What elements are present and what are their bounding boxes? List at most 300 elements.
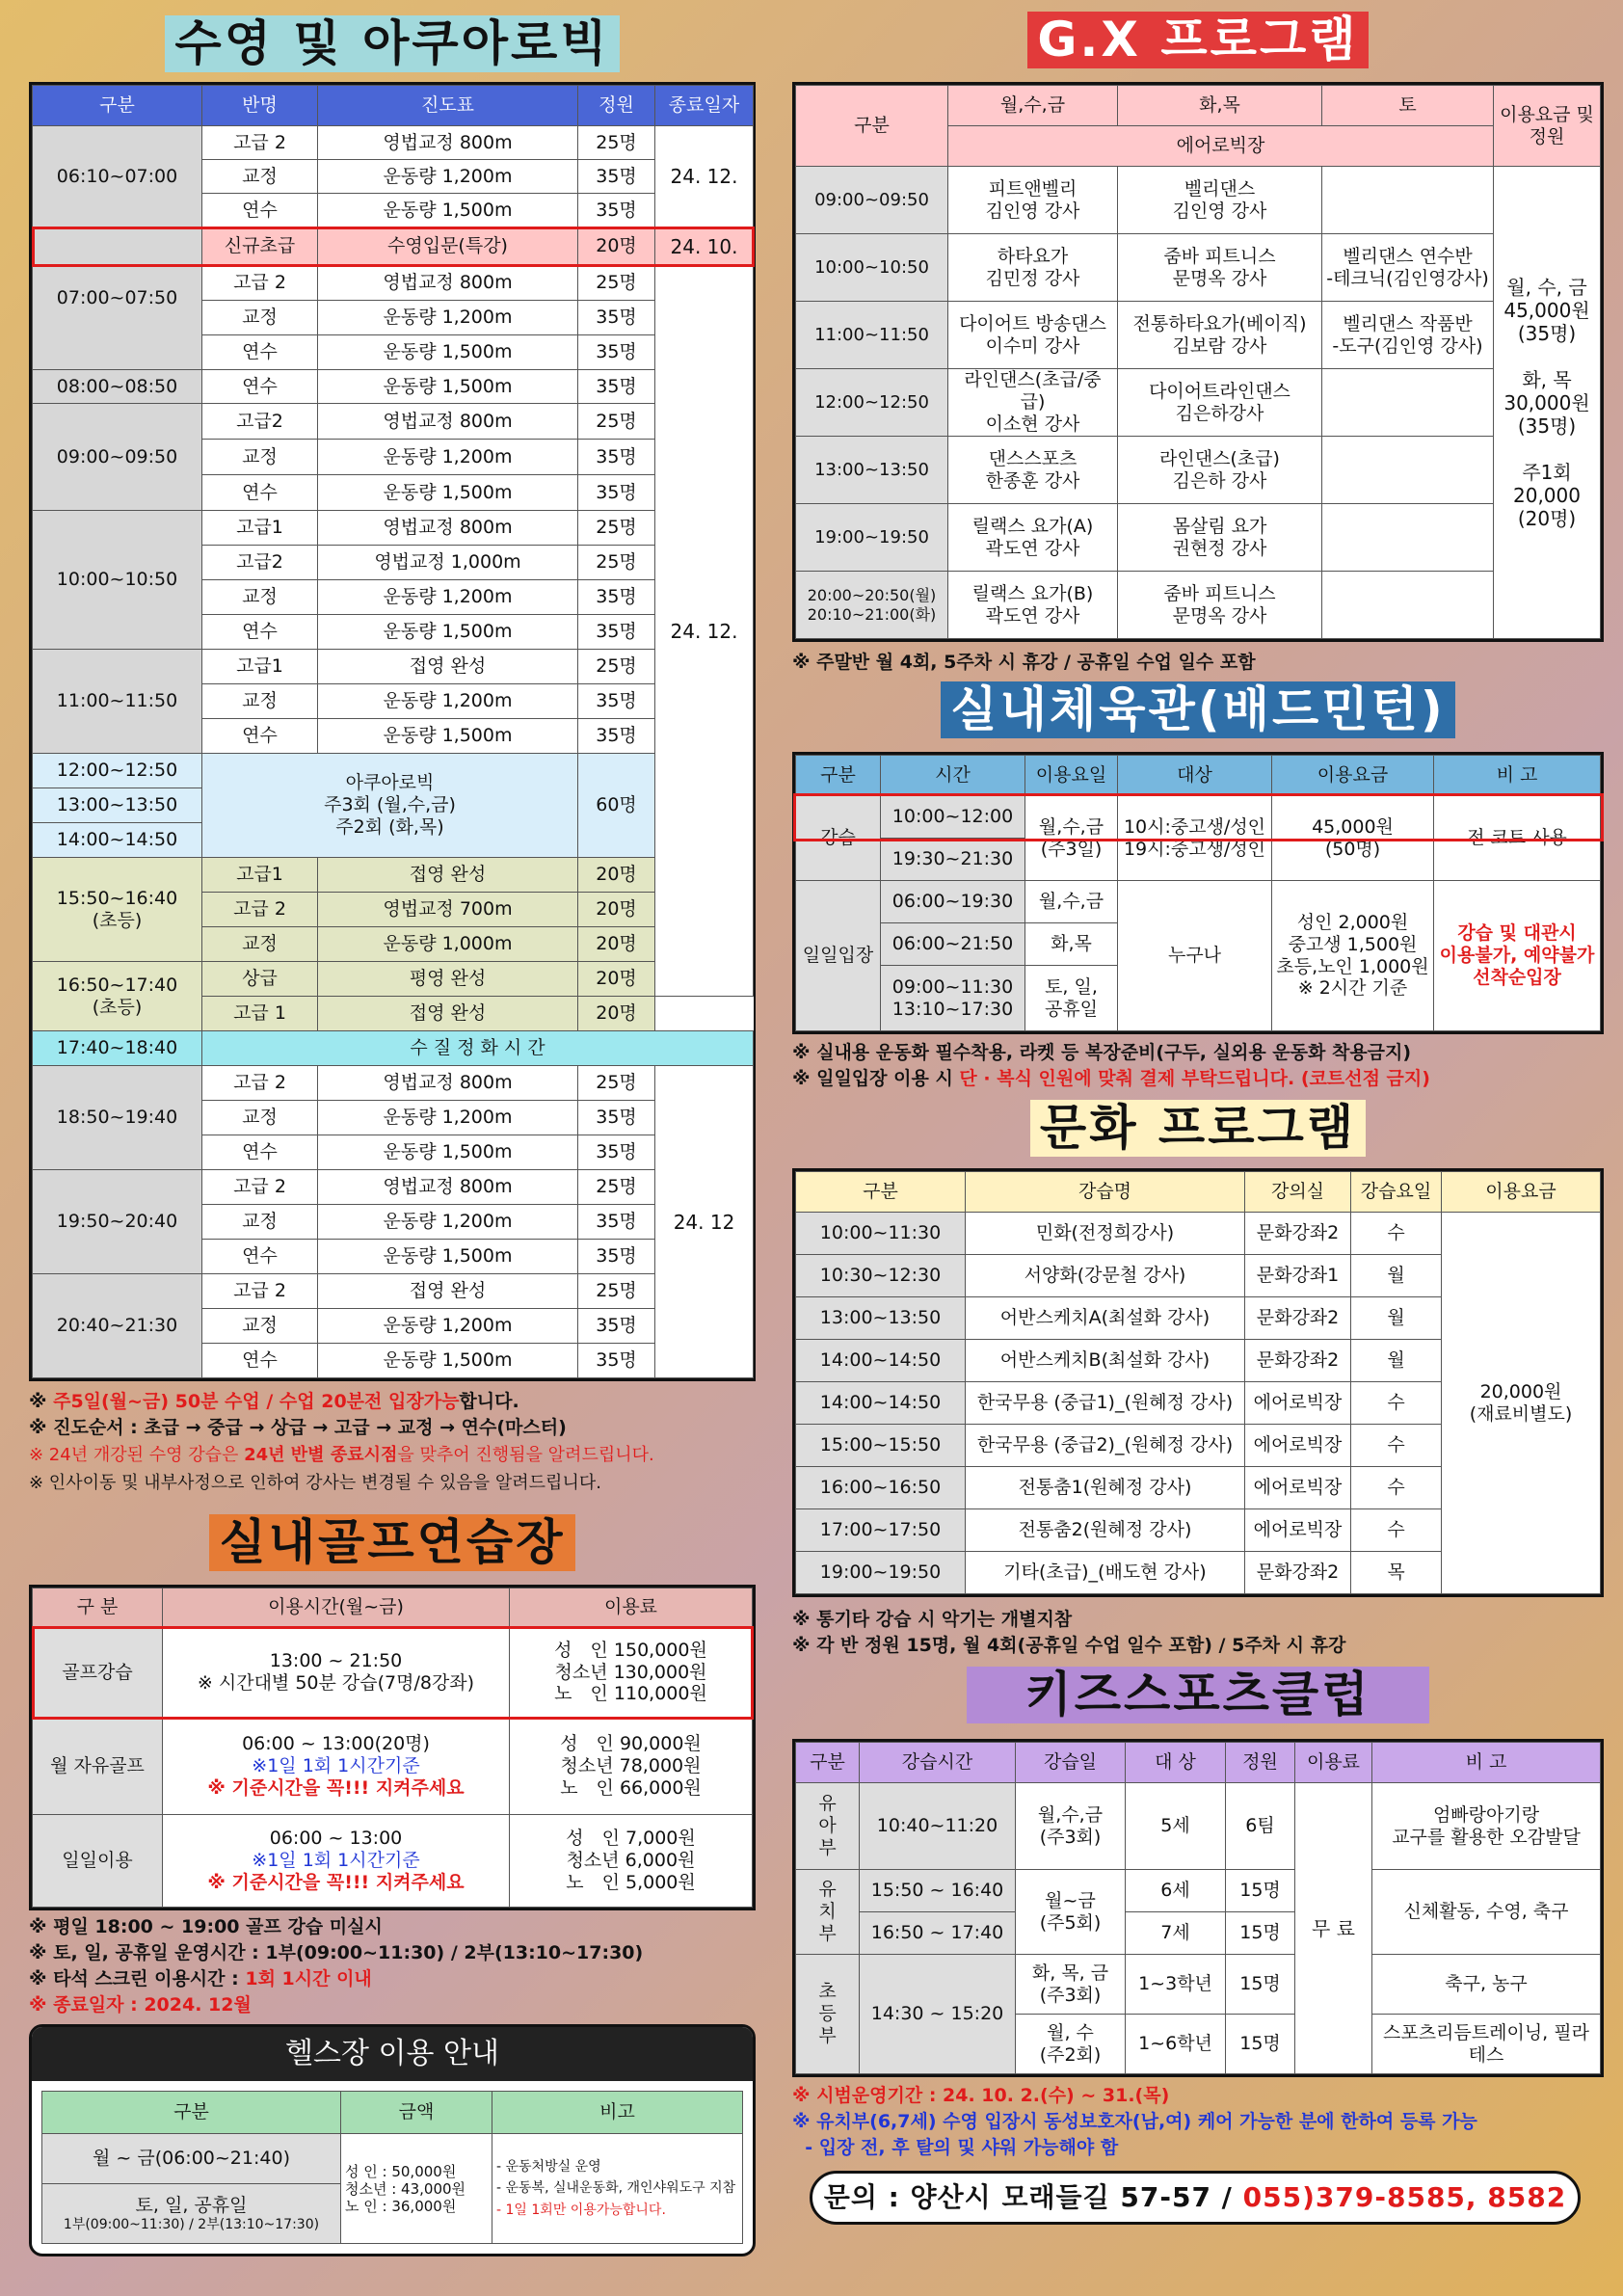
table-cell: 접영 완성 [318,650,578,684]
table-cell: 한국무용 (중급2)_(원혜정 강사) [966,1425,1245,1467]
table-cell: 피트앤벨리 김인영 강사 [948,167,1118,234]
table-cell: 전통하타요가(베이직) 김보람 강사 [1118,302,1322,369]
table-cell: 문화강좌1 [1245,1255,1351,1297]
table-row [33,962,754,997]
table-cell: 20명 [578,927,655,962]
table-cell: 월,수,금 (주3일) [1025,796,1118,881]
table-cell: 교정 [202,1101,318,1135]
text-health-n1: - 운동처방실 운영 [496,2158,601,2175]
table-cell: 고급2 [202,404,318,440]
table-cell: 14:00~14:50 [796,1340,966,1382]
table-cell: 수 [1351,1213,1442,1255]
table-cell: 고급 2 [202,1274,318,1309]
table-row [796,881,1601,923]
table-cell: 20명 [578,997,655,1031]
table-cell: 고급2 [202,546,318,580]
table-cell: 60명 [578,754,655,858]
table-cell: 수영입문(특강) [318,227,578,266]
table-cell: 35명 [578,440,655,475]
table-row [33,511,754,546]
culture-header: 강습명 [966,1172,1245,1213]
table-cell: 연수 [202,719,318,754]
culture-title: 문화 프로그램 [1030,1100,1366,1157]
end-date-cell: 24. 12. [655,266,754,997]
table-cell: 35명 [578,194,655,227]
text-golf-headers-0: 구 분 [33,1589,163,1627]
table-cell: 에어로빅장 [1245,1467,1351,1509]
table-cell: 운동량 1,500m [318,194,578,227]
text-contact-label: 문의 : 양산시 모래들길 57-57 / [823,2181,1243,2213]
gym-header: 이용요일 [1025,756,1118,796]
table-cell: 연수 [202,335,318,370]
table-cell: 전통춤1(원혜정 강사) [966,1467,1245,1509]
gym-header: 시간 [881,756,1025,796]
table-cell: 어반스케치B(최설화 강사) [966,1340,1245,1382]
kids-table: 구분 강습시간 강습일 대 상 정원 이용료 비 고 유 아 부 10:40~11:20 월,수,금 (주3회) 5세 6팀 무 료 엄빠랑아기랑 교구를 활용한 오감발달 유 치 부 15:50 ~ 16:40 월~금 (주5회) 6세 15명 신체활동, 수영, 축구 16:50 ~ 17:40 7세 15명 초 등 부 14:30 ~ 15:20 화, 목, 금 (주3회) 1~3학년 15명 축구, 농구 월, 수 (주2회) 1~6학년 15명 스포츠리듬트레이닝, 필라테스 [792,1739,1604,2077]
table-cell: 13:00~13:50 [796,1297,966,1340]
time-cell: 08:00~08:50 [33,370,202,404]
table-cell: 수 [1351,1425,1442,1467]
table-cell: 영법교정 800m [318,404,578,440]
text-kids-notes-2: - 입장 전, 후 탈의 및 샤워 가능해야 함 [792,2137,1119,2158]
text-contact-phone: 055)379-8585, 8582 [1242,2181,1567,2213]
table-cell: 35명 [578,1101,655,1135]
table-cell: 운동량 1,200m [318,440,578,475]
table-cell: 목 [1351,1552,1442,1594]
table-cell [1322,437,1494,504]
table-cell: 25명 [578,650,655,684]
culture-header: 구분 [796,1172,966,1213]
table-cell: 25명 [578,1066,655,1101]
table-cell: 12:00~12:50 [796,369,948,437]
table-cell: 35명 [578,1240,655,1274]
table-cell [1322,504,1494,572]
table-cell: 고급1 [202,511,318,546]
table-cell: 에어로빅장 [1245,1382,1351,1425]
golf-table: 구 분 이용시간(월~금) 이용료 골프강습 13:00 ~ 21:50 ※ 시간대별 50분 강습(7명/8강좌) 성 인 150,000원 청소년 130,000원 노 인 110,000원 월 자유골프 06:00 ~ 13:00(20명) ※1일 1회 1시간기준 ※ 기준시간을 꼭!!! 지켜주세요 성 인 90,000원 청소년 78,000원 노 인 66,000원 일일이용 06:00 ~ 13:00 ※1일 1회 1시간기준 ※ 기준시간을 꼭!!! 지켜주세요 성 인 7,000원 청소년 6,000원 노 인 5,000원 [29,1585,756,1910]
table-cell: 13:00~13:50 [796,437,948,504]
text-golf-notes-1: ※ 토, 일, 공휴일 운영시간 : 1부(09:00~11:30) / 2부(13:10~17:30) [29,1942,644,1963]
text-health-fees: 성 인 : 50,000원 청소년 : 43,000원 노 인 : 36,000원 [341,2134,492,2244]
end-date-cell: 24. 12. [655,126,754,227]
table-row [33,126,754,160]
gx-note: ※ 주말반 월 4회, 5주차 시 휴강 / 공휴일 수업 일수 포함 [792,652,1256,673]
table-cell: 댄스스포츠 한종훈 강사 [948,437,1118,504]
table-cell: 벨리댄스 김인영 강사 [1118,167,1322,234]
table-cell: 운동량 1,200m [318,1309,578,1344]
table-cell: 벨리댄스 연수반 -테크닉(김인영강사) [1322,234,1494,302]
table-cell: 릴랙스 요가(B) 곽도연 강사 [948,572,1118,639]
table-cell: 영법교정 800m [318,1170,578,1205]
table-cell: 운동량 1,500m [318,1344,578,1378]
text-kids-notes-1: ※ 유치부(6,7세) 수영 입장시 동성보호자(남,여) 케어 가능한 분에 한하여 등록 가능 [792,2111,1477,2132]
table-cell: 연수 [202,370,318,404]
table-row [796,302,1601,369]
swim-title: 수영 및 아쿠아로빅 [165,15,619,72]
table-cell: 35명 [578,719,655,754]
culture-header: 이용요금 [1442,1172,1601,1213]
table-cell: 한국무용 (중급1)_(원혜정 강사) [966,1382,1245,1425]
table-cell: 영법교정 800m [318,511,578,546]
table-cell: 접영 완성 [318,1274,578,1309]
table-row [33,1031,754,1066]
text-golf-headers-2: 이용료 [510,1589,753,1627]
text-golf-notes-0: ※ 평일 18:00 ~ 19:00 골프 강습 미실시 [29,1916,383,1937]
table-cell: 문화강좌2 [1245,1340,1351,1382]
table-cell: 교정 [202,1309,318,1344]
table-cell: 연수 [202,615,318,650]
text-gx-h_days-2: 토 [1322,86,1494,126]
table-cell: 상급 [202,962,318,997]
table-cell: 35명 [578,615,655,650]
text-swim-notes-1: ※ 진도순서 : 초급 → 중급 → 상급 → 고급 → 교정 → 연수(마스터) [29,1417,567,1438]
text-gx-h_fee: 이용요금 및 정원 [1494,86,1601,167]
table-row [33,858,754,893]
table-cell: 20명 [578,962,655,997]
text-kids-notes-0: ※ 시범운영기간 : 24. 10. 2.(수) ~ 31.(목) [792,2085,1170,2106]
table-cell: 19:00~19:50 [796,1552,966,1594]
table-row [33,650,754,684]
table-cell: 문화강좌2 [1245,1297,1351,1340]
table-cell: 월,수,금 [1025,881,1118,923]
text-culture-notes-1: ※ 각 반 정원 15명, 월 4회(공휴일 수업 일수 포함) / 5주차 시 휴강 [792,1635,1346,1656]
table-cell [1322,572,1494,639]
table-cell: 연수 [202,1135,318,1170]
text-gym-notes-1: ※ 일일입장 이용 시 [792,1068,960,1089]
table-cell: 영법교정 800m [318,126,578,160]
table-cell: 운동량 1,200m [318,1101,578,1135]
table-cell: 35명 [578,684,655,719]
gym-header: 비 고 [1434,756,1601,796]
table-cell: 운동량 1,200m [318,684,578,719]
table-cell: 45,000원 (50명) [1272,796,1434,881]
table-row [796,167,1601,234]
swim-notes: ※ 주5일(월~금) 50분 수업 / 수업 20분전 입장가능합니다. ※ 진도순서 : 초급 → 중급 → 상급 → 고급 → 교정 → 연수(마스터) ※ 24년 개강된 수영 강습은 24년 반별 종료시점을 맞추어 진행됨을 알려드립니다. ※ 인사이동 및 내부사정으로 인하여 강사는 변경될 수 있음을 알려드립니다. [29,1389,756,1497]
table-cell: 화,목 [1025,923,1118,966]
culture-notes [792,1607,1604,1659]
table-cell: 줌바 피트니스 문명옥 강사 [1118,234,1322,302]
table-cell: 35명 [578,335,655,370]
kids-title: 키즈스포츠클럽 [967,1667,1428,1723]
table-row [796,1213,1601,1255]
gym-table [792,752,1604,1034]
table-cell: 16:00~16:50 [796,1467,966,1509]
table-cell [1322,167,1494,234]
text-kids-fee: 무 료 [1295,1783,1372,2074]
kids-header: 이용료 [1295,1743,1372,1783]
time-cell: 13:00~13:50 [33,788,202,823]
golf-notes [29,1914,756,2018]
table-cell: 35명 [578,1135,655,1170]
text-gx-h_days-1: 화,목 [1118,86,1322,126]
gx-title: G.X 프로그램 [1027,12,1368,68]
table-cell: 수 [1351,1382,1442,1425]
table-cell: 신규초급 [202,227,318,266]
table-cell: 고급 2 [202,126,318,160]
table-cell: 10:00~11:30 [796,1213,966,1255]
time-cell: 20:40~21:30 [33,1274,202,1378]
table-row [33,1066,754,1101]
table-cell: 교정 [202,1205,318,1240]
table-cell: 문화강좌2 [1245,1552,1351,1594]
time-cell: 07:00~07:50 [33,227,202,370]
table-row [33,754,754,788]
text-health-n3: - 1일 1회만 이용가능합니다. [496,2202,666,2218]
text-gym-notes-0: ※ 실내용 운동화 필수착용, 라켓 등 복장준비(구두, 실외용 운동화 착용금지) [792,1042,1412,1063]
table-cell: 고급1 [202,858,318,893]
table-cell: 운동량 1,200m [318,301,578,335]
table-cell: 다이어트 방송댄스 이수미 강사 [948,302,1118,369]
table-cell: 하타요가 김민정 강사 [948,234,1118,302]
table-cell: 25명 [578,404,655,440]
text-gym-notes-2: 단 · 복식 인원에 맞춰 결제 부탁드립니다. (코트선점 금지) [959,1068,1430,1089]
kids-header: 정원 [1226,1743,1295,1783]
table-cell: 강습 및 대관시 이용불가, 예약불가 선착순입장 [1434,881,1601,1031]
table-row [796,796,1601,839]
table-cell: 기타(초급)_(배도현 강사) [966,1552,1245,1594]
table-cell: 35명 [578,1344,655,1378]
table-cell: 수 [1351,1509,1442,1552]
time-cell: 16:50~17:40 (초등) [33,962,202,1031]
time-cell: 11:00~11:50 [33,650,202,754]
table-cell: 고급1 [202,650,318,684]
text-golf-notes-2: ※ 타석 스크린 이용시간 : [29,1968,246,1989]
golf-title: 실내골프연습장 [209,1514,574,1571]
time-cell: 12:00~12:50 [33,754,202,788]
table-cell: 운동량 1,500m [318,475,578,511]
table-cell: 고급 2 [202,893,318,927]
table-row [33,404,754,440]
text-golf-headers-1: 이용시간(월~금) [163,1589,510,1627]
table-cell: 누구나 [1118,881,1272,1031]
table-cell: 20명 [578,858,655,893]
table-cell: 17:00~17:50 [796,1509,966,1552]
table-cell: 10:30~12:30 [796,1255,966,1297]
table-cell: 25명 [578,126,655,160]
gym-header: 구분 [796,756,881,796]
table-cell: 교정 [202,927,318,962]
table-row [796,504,1601,572]
time-cell: 14:00~14:50 [33,823,202,858]
table-cell: 06:00~21:50 [881,923,1025,966]
text-gx-h_group: 구분 [796,86,948,167]
table-cell: 운동량 1,500m [318,370,578,404]
kids-header: 비 고 [1372,1743,1601,1783]
swim-table [29,82,756,1381]
table-cell: 수 [1351,1467,1442,1509]
swim-note-3: ※ 24년 개강된 수영 강습은 24년 반별 종료시점을 맞추어 진행됨을 알려드립니다. [29,1445,654,1465]
table-cell: 고급 1 [202,997,318,1031]
table-cell: 영법교정 1,000m [318,546,578,580]
table-row [796,572,1601,639]
table-cell: 09:00~09:50 [796,167,948,234]
table-cell: 35명 [578,301,655,335]
table-cell: 35명 [578,475,655,511]
table-cell: 월 [1351,1340,1442,1382]
table-cell: 운동량 1,200m [318,1205,578,1240]
table-cell: 15:00~15:50 [796,1425,966,1467]
table-cell: 19:30~21:30 [881,839,1025,881]
table-cell: 교정 [202,580,318,615]
table-cell: 연수 [202,475,318,511]
text-health-n2: - 운동복, 실내운동화, 개인샤워도구 지참 [496,2180,736,2197]
table-cell: 수 질 정 화 시 간 [202,1031,754,1066]
table-cell: 영법교정 800m [318,1066,578,1101]
table-cell: 운동량 1,500m [318,1240,578,1274]
table-cell: 접영 완성 [318,997,578,1031]
time-cell: 09:00~09:50 [33,404,202,511]
table-cell: 10:00~10:50 [796,234,948,302]
table-cell: 운동량 1,500m [318,1135,578,1170]
table-cell: 일일입장 [796,881,881,1031]
table-cell: 접영 완성 [318,858,578,893]
table-cell: 연수 [202,1240,318,1274]
table-cell: 35명 [578,370,655,404]
culture-table [792,1168,1604,1597]
table-cell: 20:00~20:50(월) 20:10~21:00(화) [796,572,948,639]
table-cell: 35명 [578,160,655,194]
table-cell: 운동량 1,500m [318,335,578,370]
table-cell: 강습 [796,796,881,881]
table-cell: 고급 2 [202,1066,318,1101]
table-cell: 고급 2 [202,266,318,301]
time-cell: 19:50~20:40 [33,1170,202,1274]
time-cell: 18:50~19:40 [33,1066,202,1170]
table-cell: 고급 2 [202,1170,318,1205]
table-cell: 20명 [578,227,655,266]
table-cell: 월 [1351,1255,1442,1297]
time-cell: 17:40~18:40 [33,1031,202,1066]
end-date-cell: 24. 10. [655,227,754,266]
table-cell: 09:00~11:30 13:10~17:30 [881,966,1025,1031]
gym-title: 실내체육관(배드민턴) [941,681,1454,738]
table-row [796,234,1601,302]
end-date-cell: 24. 12 [655,1066,754,1378]
table-cell: 라인댄스(초급/중급) 이소현 강사 [948,369,1118,437]
gx-table [792,82,1604,642]
table-row [33,1170,754,1205]
text-health-headers-0: 구분 [42,2092,341,2134]
text-health-headers-2: 비고 [492,2092,743,2134]
table-cell: 라인댄스(초급) 김은하 강사 [1118,437,1322,504]
table-cell: 35명 [578,580,655,615]
table-cell: 14:00~14:50 [796,1382,966,1425]
table-cell: 운동량 1,500m [318,719,578,754]
table-cell: 문화강좌2 [1245,1213,1351,1255]
time-cell: 06:10~07:00 [33,126,202,227]
table-cell: 에어로빅장 [1245,1509,1351,1552]
text-golf-notes-3: 1회 1시간 이내 [245,1968,372,1989]
kids-header: 강습시간 [860,1743,1016,1783]
table-row [33,1274,754,1309]
table-cell: 25명 [578,1274,655,1309]
table-cell: 릴랙스 요가(A) 곽도연 강사 [948,504,1118,572]
text-health-headers-1: 금액 [341,2092,492,2134]
table-cell: 20명 [578,893,655,927]
text-golf-notes-4: ※ 종료일자 : 2024. 12월 [29,1994,252,2016]
table-cell: 전통춤2(원혜정 강사) [966,1509,1245,1552]
swim-header: 정원 [578,86,655,126]
table-cell: 교정 [202,301,318,335]
table-cell: 25명 [578,266,655,301]
table-cell: 10시:중고생/성인 19시:중고생/성인 [1118,796,1272,881]
text-culture-notes-0: ※ 통기타 강습 시 악기는 개별지참 [792,1609,1073,1630]
table-cell: 19:00~19:50 [796,504,948,572]
table-cell: 운동량 1,000m [318,927,578,962]
table-cell: 어반스케치A(최설화 강사) [966,1297,1245,1340]
table-cell: 영법교정 700m [318,893,578,927]
table-cell: 운동량 1,200m [318,160,578,194]
table-cell: 25명 [578,546,655,580]
table-cell: 월 [1351,1297,1442,1340]
culture-header: 강습요일 [1351,1172,1442,1213]
culture-header: 강의실 [1245,1172,1351,1213]
swim-header: 반명 [202,86,318,126]
table-cell: 줌바 피트니스 문명옥 강사 [1118,572,1322,639]
table-cell: 성인 2,000원 중고생 1,500원 초등,노인 1,000원 ※ 2시간 기준 [1272,881,1434,1031]
table-cell: 06:00~19:30 [881,881,1025,923]
text-health-title: 헬스장 이용 안내 [32,2027,753,2081]
table-cell: 운동량 1,500m [318,615,578,650]
text-health-r1: 월 ~ 금(06:00~21:40) [42,2134,341,2184]
contact-box [810,2171,1581,2225]
table-cell: 서양화(강문철 강사) [966,1255,1245,1297]
swim-note-4: ※ 인사이동 및 내부사정으로 인하여 강사는 변경될 수 있음을 알려드립니다. [29,1473,601,1493]
kids-header: 대 상 [1126,1743,1226,1783]
table-row [33,370,754,404]
table-cell: 아쿠아로빅 주3회 (월,수,금) 주2회 (화,목) [202,754,578,858]
table-cell: 영법교정 800m [318,266,578,301]
table-cell: 연수 [202,194,318,227]
kids-header: 강습일 [1016,1743,1126,1783]
table-cell: 25명 [578,511,655,546]
table-cell: 10:00~12:00 [881,796,1025,839]
table-cell: 35명 [578,1309,655,1344]
table-cell: 25명 [578,1170,655,1205]
swim-header: 진도표 [318,86,578,126]
table-cell: 11:00~11:50 [796,302,948,369]
table-cell: 교정 [202,440,318,475]
text-health-r2b: 1부(09:00~11:30) / 2부(13:10~17:30) [63,2216,320,2232]
table-cell: 토, 일, 공휴일 [1025,966,1118,1031]
table-cell: 몸살림 요가 권현정 강사 [1118,504,1322,572]
table-row [33,227,754,266]
swim-header: 종료일자 [655,86,754,126]
culture-fee-cell: 20,000원 (재료비별도) [1442,1213,1601,1594]
table-cell: 다이어트라인댄스 김은하강사 [1118,369,1322,437]
table-cell: 벨리댄스 작품반 -도구(김인영 강사) [1322,302,1494,369]
kids-header: 구분 [796,1743,860,1783]
table-cell: 민화(전정희강사) [966,1213,1245,1255]
table-cell: 연수 [202,1344,318,1378]
time-cell: 15:50~16:40 (초등) [33,858,202,962]
table-cell: 35명 [578,1205,655,1240]
text-gx-h_place: 에어로빅장 [948,126,1494,167]
gx-fee-cell: 월, 수, 금 45,000원 (35명) 화, 목 30,000원 (35명) 주1회 20,000 (20명) [1494,167,1601,639]
health-panel [29,2024,756,2256]
table-cell: 전 코트 사용 [1434,796,1601,881]
kids-notes [792,2083,1604,2161]
table-row [796,437,1601,504]
time-cell: 10:00~10:50 [33,511,202,650]
gym-notes [792,1040,1604,1092]
table-row [796,369,1601,437]
table-cell: 교정 [202,160,318,194]
table-cell [1322,369,1494,437]
text-health-r2a: 토, 일, 공휴일 [135,2194,248,2216]
table-cell: 에어로빅장 [1245,1425,1351,1467]
table-cell: 교정 [202,684,318,719]
